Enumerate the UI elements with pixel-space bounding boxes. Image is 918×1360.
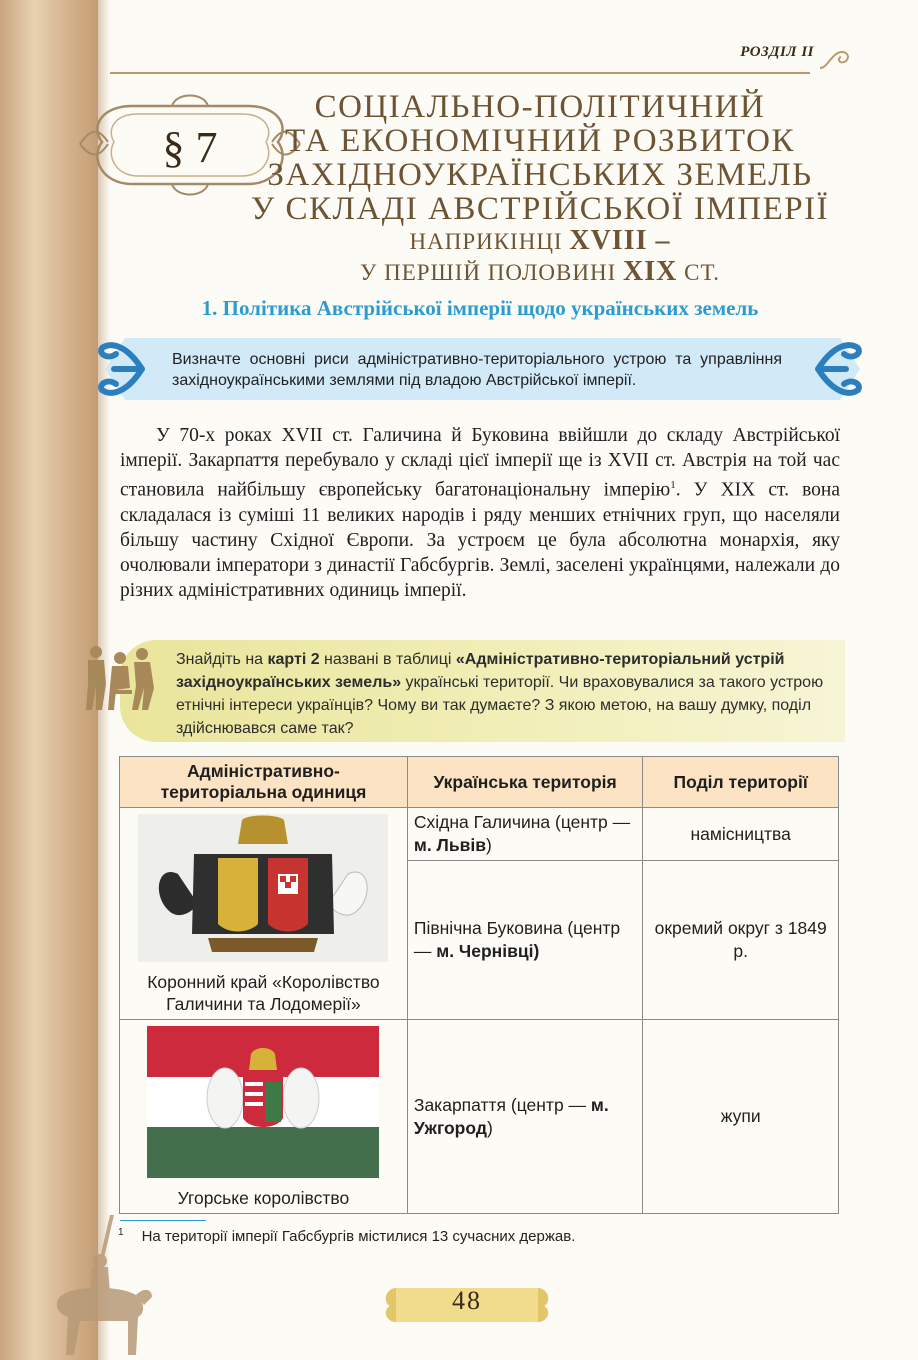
division-cell: жупи <box>643 1020 839 1214</box>
body-text-part: . У XIX ст. вона складалася із суміші 11 великих народів і ряду менших етнічних груп, що населяли більшу частину Східної Європи. За устроєм це була абсолютна монархія, яку очолювали імператори з династії Габсбургів. Землі, заселені українцями, належали до різних адміністративних одиниць імперії. <box>120 479 840 602</box>
subtitle-line <box>240 257 840 288</box>
knight-silhouette-icon <box>40 1205 160 1360</box>
subtitle-text: НАПРИКІНЦІ <box>409 229 563 254</box>
unit-caption: Коронний край «Королівство Галичини та Лодомерії» <box>147 972 380 1014</box>
question-part: названі в таблиці <box>319 651 456 668</box>
header-rule <box>110 72 810 74</box>
territory-cell <box>407 1020 642 1214</box>
division-cell: намісництва <box>643 808 839 861</box>
table-row <box>120 1020 839 1214</box>
territory-center: м. Львів <box>413 835 486 855</box>
subtitle-numeral: XVIII – <box>569 225 671 256</box>
territory-center: м. Чернівці) <box>436 941 540 961</box>
body-text <box>120 423 840 603</box>
table-header-cell: Адміністративно-територіальна одиниця <box>120 757 408 808</box>
body-paragraph <box>120 423 840 603</box>
title-line: У СКЛАДІ АВСТРІЙСЬКОЇ ІМПЕРІЇ <box>250 191 830 227</box>
table-header-cell: Українська територія <box>407 757 642 808</box>
territory-text: ) <box>486 1117 493 1138</box>
coat-of-arms-image <box>138 814 388 962</box>
footnote <box>118 1227 575 1245</box>
section-label: РОЗДІЛ II <box>740 44 814 60</box>
paragraph-title <box>240 90 840 288</box>
body-text-part: У 70-х роках XVII ст. Галичина й Буковина ввійшли до складу Австрійської імперії. Закарпаття перебувало у складі цієї імперії ще із XVII ст. Австрія на той час становила найбільшу європейську багатонаціональну імперію <box>120 425 840 501</box>
task-text: Визначте основні риси адміністративно-територіального устрою та управління західноукраїнськими землями під владою Австрійської імперії. <box>172 351 782 389</box>
footnote-marker: 1 <box>118 1227 124 1238</box>
title-line: ТА ЕКОНОМІЧНИЙ РОЗВИТОК <box>285 123 795 159</box>
ornament-curl-icon <box>818 46 852 74</box>
question-bold: карті 2 <box>267 651 320 668</box>
unit-cell-galicia <box>120 808 408 1020</box>
hungarian-flag-image <box>147 1026 379 1178</box>
admin-table <box>119 756 839 1214</box>
task-ornament-right-icon <box>814 334 864 404</box>
subtitle-text: СТ. <box>684 260 720 285</box>
question-bold: «Адміністративно-територіальний устрій західноукраїнських земель» <box>176 651 785 691</box>
title-line: СОЦІАЛЬНО-ПОЛІТИЧНИЙ <box>314 89 766 125</box>
unit-caption: Угорське королівство <box>177 1188 350 1208</box>
title-line: ЗАХІДНОУКРАЇНСЬКИХ ЗЕМЕЛЬ <box>267 157 813 193</box>
table-header-row <box>120 757 839 808</box>
territory-center: м. Ужгород <box>413 1094 609 1138</box>
territory-cell <box>407 808 642 861</box>
section-heading: 1. Політика Австрійської імперії щодо українських земель <box>201 296 759 320</box>
discussion-figures-icon <box>76 640 162 714</box>
division-cell: окремий округ з 1849 р. <box>643 861 839 1020</box>
territory-text: Закарпаття (центр — <box>413 1094 591 1115</box>
question-part: Знайдіть на <box>176 651 268 668</box>
territory-cell <box>407 861 642 1020</box>
paragraph-number: § 7 <box>162 123 218 172</box>
subtitle-text: У ПЕРШІЙ ПОЛОВИНІ <box>360 260 617 285</box>
question-text <box>176 648 836 740</box>
table-row <box>120 808 839 861</box>
table-header-cell: Поділ території <box>643 757 839 808</box>
task-ornament-left-icon <box>96 334 146 404</box>
territory-text: Північна Буковина (центр — <box>413 918 621 961</box>
question-part: українські території. Чи враховувалися за такого устрою етнічні інтереси українців? Чому ви так думаєте? З якою метою, на вашу думку, поділ здійснювався саме так? <box>176 674 824 737</box>
footnote-ref: 1 <box>670 479 676 492</box>
territory-text: Східна Галичина (центр — <box>413 812 631 832</box>
page-number: 48 <box>452 1286 482 1315</box>
subtitle-line <box>240 226 840 257</box>
territory-text: ) <box>485 835 492 855</box>
footnote-text: На території імперії Габсбургів містилися 13 сучасних держав. <box>141 1228 576 1245</box>
unit-cell-hungary <box>120 1020 408 1214</box>
subtitle-numeral: XIX <box>623 256 678 287</box>
